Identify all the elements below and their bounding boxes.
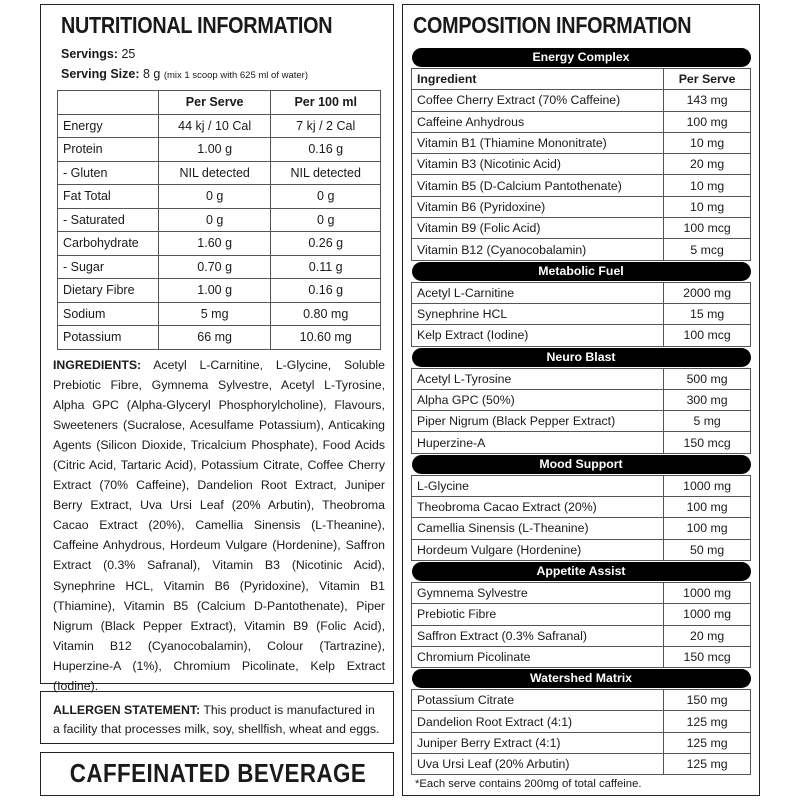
ingredient-name: Vitamin B3 (Nicotinic Acid) [412,154,664,175]
per-100-value: 0.11 g [271,255,381,279]
per-100-value: 0 g [271,185,381,209]
composition-row [412,411,751,432]
nutrition-row [58,138,381,162]
nutrition-header-per-serve: Per Serve [158,91,271,115]
ingredient-column-header: Ingredient [412,69,664,90]
composition-row [412,175,751,196]
per-100-value: 0 g [271,208,381,232]
ingredient-amount: 10 mg [664,196,751,217]
ingredient-amount: 150 mcg [664,432,751,453]
nutrition-header-row [58,91,381,115]
per-100-value: 0.16 g [271,279,381,303]
per-serve-value: 0.70 g [158,255,271,279]
ingredients-statement [53,355,385,696]
composition-row [412,539,751,560]
nutrient-name: Protein [58,138,159,162]
ingredient-name: Juniper Berry Extract (4:1) [412,732,664,753]
composition-row [412,625,751,646]
composition-row [412,196,751,217]
ingredient-amount: 143 mg [664,90,751,111]
ingredient-amount: 1000 mg [664,582,751,603]
nutrition-row [58,279,381,303]
composition-panel [402,4,760,796]
composition-row [412,282,751,303]
per-100-value: 0.80 mg [271,302,381,326]
nutrient-name: - Gluten [58,161,159,185]
per-serve-value: 5 mg [158,302,271,326]
serving-size-note: (mix 1 scoop with 625 ml of water) [163,70,308,81]
group-header-row [412,668,751,690]
allergen-statement [53,701,385,739]
per-serve-value: 1.00 g [158,279,271,303]
composition-table [411,47,751,775]
per-serve-value: NIL detected [158,161,271,185]
ingredient-amount: 1000 mg [664,604,751,625]
nutrition-row [58,302,381,326]
ingredient-amount: 125 mg [664,711,751,732]
nutrition-header-blank [58,91,159,115]
nutrition-row [58,326,381,350]
servings-label: Servings: [61,47,118,61]
ingredients-text: Acetyl L-Carnitine, L-Glycine, Soluble Prebiotic Fibre, Gymnema Sylvestre, Acetyl L-Tyrosine, Alpha GPC (Alpha-Glyceryl Phosphorylcholine), Flavours, Sweeteners (Sucralose, Acesulfame Potassium), Anticaking Agents (Silicon Dioxide, Tricalcium Phosphate), Food Acids (Citric Acid, Tartaric Acid), Potassium Citrate, Coffee Cherry Extract (70% Caffeine), Dandelion Root Extract, Juniper Berry Extract, Uva Ursi Leaf (20% Arbutin), Theobroma Cacao Extract (20%), Camellia Sinensis (L-Theanine), Caffeine Anhydrous, Hordeum Vulgare (Hordenine), Saffron Extract (0.3% Safranal), Vitamin B3 (Nicotinic Acid), Synephrine HCL, Vitamin B6 (Pyridoxine), Vitamin B1 (Thiamine), Vitamin B5 (Calcium D-Pantothenate), Piper Nigrum (Black Pepper Extract), Vitamin B9 (Folic Acid), Vitamin B12 (Cyanocobalamin), Colour (Tartrazine), Huperzine-A (1%), Chromium Picolinate, Kelp Extract (Iodine). [53,358,385,693]
group-title-metabolic-fuel: Metabolic Fuel [412,262,751,281]
composition-row [412,690,751,711]
composition-row [412,239,751,260]
ingredient-amount: 125 mg [664,754,751,775]
composition-row [412,732,751,753]
ingredient-name: Acetyl L-Carnitine [412,282,664,303]
ingredient-name: Synephrine HCL [412,303,664,324]
ingredient-amount: 1000 mg [664,475,751,496]
group-title-neuro-blast: Neuro Blast [412,348,751,367]
ingredient-name: Acetyl L-Tyrosine [412,368,664,389]
composition-row [412,90,751,111]
nutrition-row [58,161,381,185]
serving-size-line [61,67,308,81]
ingredient-amount: 150 mg [664,690,751,711]
ingredient-amount: 10 mg [664,175,751,196]
per-serve-value: 66 mg [158,326,271,350]
ingredient-name: Gymnema Sylvestre [412,582,664,603]
servings-line [61,47,135,61]
per-serve-value: 0 g [158,185,271,209]
composition-row [412,303,751,324]
per-serve-column-header: Per Serve [664,69,751,90]
composition-row [412,325,751,346]
ingredient-name: Theobroma Cacao Extract (20%) [412,497,664,518]
ingredient-name: Vitamin B5 (D-Calcium Pantothenate) [412,175,664,196]
per-100-value: 0.26 g [271,232,381,256]
ingredient-name: Prebiotic Fibre [412,604,664,625]
ingredient-amount: 100 mg [664,497,751,518]
nutrient-name: Fat Total [58,185,159,209]
composition-row [412,432,751,453]
composition-row [412,389,751,410]
ingredient-amount: 50 mg [664,539,751,560]
ingredient-name: Coffee Cherry Extract (70% Caffeine) [412,90,664,111]
group-header-row [412,260,751,282]
group-header-row [412,346,751,368]
beverage-panel [40,752,394,796]
group-header-cell [412,668,751,690]
composition-row [412,754,751,775]
group-header-cell [412,47,751,69]
composition-row [412,154,751,175]
ingredient-amount: 300 mg [664,389,751,410]
ingredient-name: Vitamin B12 (Cyanocobalamin) [412,239,664,260]
composition-row [412,111,751,132]
nutrient-name: - Sugar [58,255,159,279]
caffeinated-beverage-label: CAFFEINATED BEVERAGE [69,758,367,788]
ingredient-amount: 20 mg [664,625,751,646]
ingredient-name: Vitamin B9 (Folic Acid) [412,218,664,239]
nutrition-row [58,255,381,279]
ingredient-name: Potassium Citrate [412,690,664,711]
group-title-watershed-matrix: Watershed Matrix [412,669,751,688]
per-serve-value: 44 kj / 10 Cal [158,114,271,138]
group-title-energy-complex: Energy Complex [412,48,751,67]
composition-title: COMPOSITION INFORMATION [413,12,692,38]
ingredient-name: Hordeum Vulgare (Hordenine) [412,539,664,560]
ingredient-name: Piper Nigrum (Black Pepper Extract) [412,411,664,432]
composition-row [412,497,751,518]
nutrient-name: Sodium [58,302,159,326]
ingredient-name: Huperzine-A [412,432,664,453]
nutrient-name: Potassium [58,326,159,350]
composition-row [412,218,751,239]
composition-row [412,711,751,732]
serving-size-value: 8 g [142,67,161,81]
group-title-appetite-assist: Appetite Assist [412,562,751,581]
allergen-text: This product is manufactured in a facility that processes milk, soy, shellfish, wheat and eggs. [53,703,380,736]
ingredient-amount: 100 mg [664,518,751,539]
ingredient-name: Alpha GPC (50%) [412,389,664,410]
composition-row [412,582,751,603]
ingredient-name: Saffron Extract (0.3% Safranal) [412,625,664,646]
ingredient-amount: 5 mg [664,411,751,432]
nutrition-row [58,114,381,138]
group-title-mood-support: Mood Support [412,455,751,474]
servings-value: 25 [121,47,136,61]
per-serve-value: 1.00 g [158,138,271,162]
ingredient-name: Vitamin B6 (Pyridoxine) [412,196,664,217]
nutrition-panel [40,4,394,693]
nutrition-table [57,90,381,350]
group-header-cell [412,453,751,475]
ingredient-amount: 2000 mg [664,282,751,303]
ingredient-name: Chromium Picolinate [412,646,664,667]
ingredient-amount: 150 mcg [664,646,751,667]
composition-header-row [412,69,751,90]
ingredient-amount: 10 mg [664,132,751,153]
allergen-label: ALLERGEN STATEMENT: [53,703,201,717]
group-header-cell [412,260,751,282]
group-header-cell [412,346,751,368]
nutrient-name: Energy [58,114,159,138]
per-100-value: 7 kj / 2 Cal [271,114,381,138]
ingredient-amount: 100 mcg [664,325,751,346]
composition-row [412,132,751,153]
allergen-panel [40,691,394,744]
composition-row [412,518,751,539]
ingredient-name: L-Glycine [412,475,664,496]
nutrition-header-per-100: Per 100 ml [271,91,381,115]
ingredient-amount: 100 mg [664,111,751,132]
per-100-value: NIL detected [271,161,381,185]
per-100-value: 0.16 g [271,138,381,162]
per-100-value: 10.60 mg [271,326,381,350]
composition-row [412,604,751,625]
nutrient-name: - Saturated [58,208,159,232]
nutrition-title: NUTRITIONAL INFORMATION [61,12,333,38]
ingredient-name: Kelp Extract (Iodine) [412,325,664,346]
per-serve-value: 1.60 g [158,232,271,256]
ingredient-amount: 500 mg [664,368,751,389]
ingredient-amount: 20 mg [664,154,751,175]
nutrient-name: Carbohydrate [58,232,159,256]
group-header-cell [412,560,751,582]
nutrition-row [58,185,381,209]
nutrient-name: Dietary Fibre [58,279,159,303]
ingredients-label: INGREDIENTS: [53,358,142,372]
ingredient-amount: 15 mg [664,303,751,324]
ingredient-name: Uva Ursi Leaf (20% Arbutin) [412,754,664,775]
group-header-row [412,560,751,582]
ingredient-name: Caffeine Anhydrous [412,111,664,132]
per-serve-value: 0 g [158,208,271,232]
ingredient-amount: 5 mcg [664,239,751,260]
caffeine-footnote: *Each serve contains 200mg of total caffeine. [415,778,642,790]
ingredient-name: Vitamin B1 (Thiamine Mononitrate) [412,132,664,153]
nutrition-row [58,232,381,256]
nutrition-row [58,208,381,232]
ingredient-name: Camellia Sinensis (L-Theanine) [412,518,664,539]
composition-row [412,646,751,667]
serving-size-label: Serving Size: [61,67,140,81]
composition-row [412,368,751,389]
group-header-row [412,453,751,475]
ingredient-amount: 125 mg [664,732,751,753]
ingredient-amount: 100 mcg [664,218,751,239]
group-header-row [412,47,751,69]
ingredient-name: Dandelion Root Extract (4:1) [412,711,664,732]
composition-row [412,475,751,496]
